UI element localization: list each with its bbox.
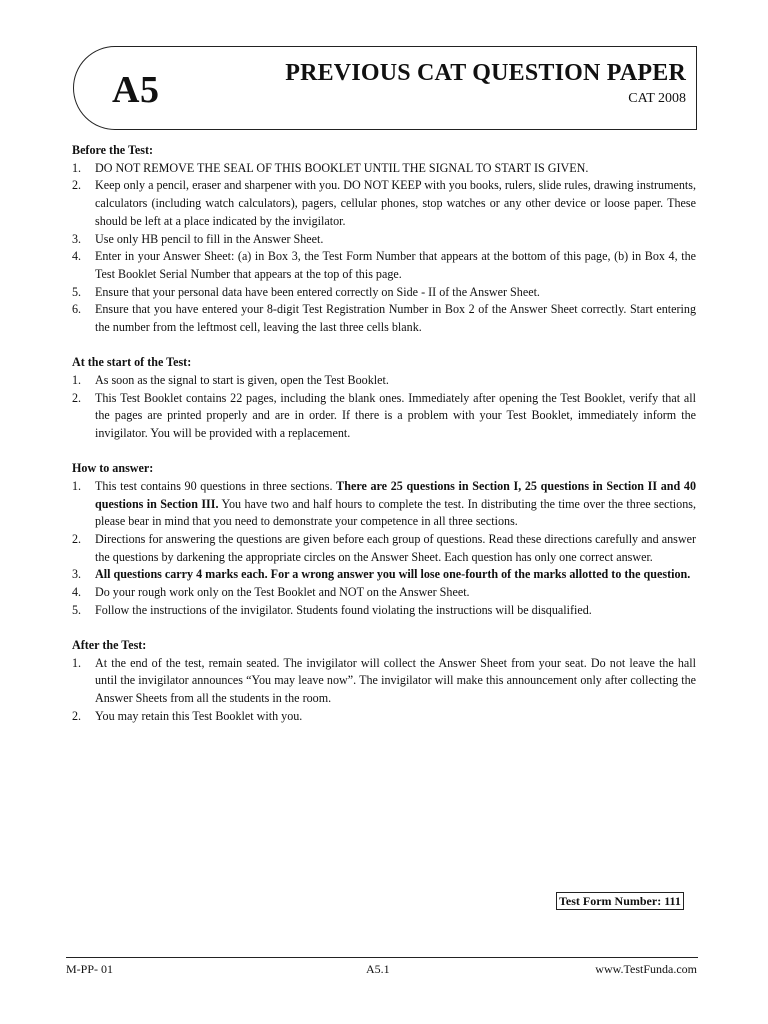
instruction-item [72, 284, 696, 302]
instruction-item [72, 655, 696, 708]
item-number: 4. [72, 585, 82, 600]
section-heading: How to answer: [72, 461, 154, 476]
item-number: 4. [72, 249, 82, 264]
item-text: Keep only a pencil, eraser and sharpener with you. DO NOT KEEP with you books, rulers, slide rules, drawing instruments, calculators (including watch calculators), pagers, cellular phones, stop watches or any other device or loose paper. These should be left at a place indicated by the invigilator. [95, 178, 696, 228]
item-number: 2. [72, 178, 82, 193]
item-text: Ensure that you have entered your 8-digit Test Registration Number in Box 2 of the Answer Sheet correctly. Start entering the number from the leftmost cell, leaving the last three cells blank. [95, 302, 696, 335]
item-text: This Test Booklet contains 22 pages, including the blank ones. Immediately after opening the Test Booklet, verify that all the pages are printed properly and are in order. If there is a problem with your Test Booklet, immediately inform the invigilator. You will be provided with a replacement. [95, 390, 696, 441]
instruction-item [72, 372, 696, 390]
item-text: At the end of the test, remain seated. The invigilator will collect the Answer Sheet from your seat. Do not leave the hall until the invigilator announces “You may leave now”. The invigilator will make this announcement only after collecting the Answer Sheets from all the students in the room. [95, 655, 696, 706]
instruction-section [72, 460, 696, 619]
item-text: Follow the instructions of the invigilator. Students found violating the instructions will be disqualified. [95, 602, 592, 617]
item-number: 3. [72, 567, 82, 582]
item-text: As soon as the signal to start is given, open the Test Booklet. [95, 372, 389, 387]
item-text: This test contains 90 questions in three sections. [95, 478, 337, 493]
instruction-item [72, 248, 696, 283]
item-number: 6. [72, 302, 82, 317]
footer-website: www.TestFunda.com [595, 962, 697, 976]
instruction-item [72, 160, 696, 178]
item-text: Do your rough work only on the Test Booklet and NOT on the Answer Sheet. [95, 585, 470, 600]
item-text: Enter in your Answer Sheet: (a) in Box 3, the Test Form Number that appears at the bottom of this page, (b) in Box 4, the Test Booklet Serial Number that appears at the top of this page. [95, 249, 696, 281]
item-number: 3. [72, 231, 82, 246]
item-number: 5. [72, 284, 82, 299]
instruction-item [72, 177, 696, 230]
section-heading: At the start of the Test: [72, 355, 192, 370]
instruction-item [72, 708, 696, 726]
instruction-item [72, 531, 696, 566]
instruction-item [72, 231, 696, 249]
instruction-list [72, 478, 696, 620]
instruction-section [72, 637, 696, 726]
test-form-number: Test Form Number: 111 [556, 892, 684, 910]
footer-code: M-PP- 01 [66, 962, 114, 976]
footer-divider [66, 957, 698, 958]
instruction-list [72, 372, 696, 443]
item-text: DO NOT REMOVE THE SEAL OF THIS BOOKLET UNTIL THE SIGNAL TO START IS GIVEN. [95, 160, 589, 175]
footer-page-number: A5.1 [366, 962, 390, 976]
booklet-code: A5 [112, 69, 160, 111]
item-number: 2. [72, 390, 82, 405]
item-text: Directions for answering the questions are given before each group of questions. Read these directions carefully and answer the questions by darkening the appropriate circles on the Answer Sheet. Each question has only one correct answer. [95, 532, 696, 564]
item-text: Use only HB pencil to fill in the Answer Sheet. [95, 231, 324, 246]
item-text-bold: All questions carry 4 marks each. For a wrong answer you will lose one-fourth of the marks allotted to the question. [95, 567, 691, 582]
item-text: You have two and half hours to complete the test. In distributing the time over the three sections, please bear in mind that you need to demonstrate your competence in all three sections. [95, 496, 696, 529]
instruction-item [72, 602, 696, 620]
instruction-item [72, 390, 696, 443]
item-number: 1. [72, 478, 82, 493]
item-text: You may retain this Test Booklet with you. [95, 708, 303, 723]
instruction-item [72, 584, 696, 602]
page-subtitle: CAT 2008 [628, 91, 686, 106]
instructions-body [72, 142, 696, 743]
item-number: 1. [72, 160, 82, 175]
item-number: 5. [72, 602, 82, 617]
item-text: Ensure that your personal data have been entered correctly on Side - II of the Answer Sheet. [95, 284, 540, 299]
item-number: 1. [72, 372, 82, 387]
instruction-list [72, 160, 696, 337]
instruction-section [72, 142, 696, 337]
item-text-bold: There are 25 questions in Section I, 25 questions in Section II and 40 questions in Section III. [95, 478, 696, 511]
instruction-item [72, 478, 696, 531]
instruction-list [72, 655, 696, 726]
section-heading: After the Test: [72, 638, 147, 653]
item-number: 1. [72, 655, 82, 670]
instruction-item [72, 566, 696, 584]
page-title: PREVIOUS CAT QUESTION PAPER [285, 60, 686, 86]
instruction-section [72, 354, 696, 443]
section-heading: Before the Test: [72, 143, 154, 157]
item-number: 2. [72, 708, 82, 723]
instruction-item [72, 301, 696, 336]
item-number: 2. [72, 532, 82, 547]
